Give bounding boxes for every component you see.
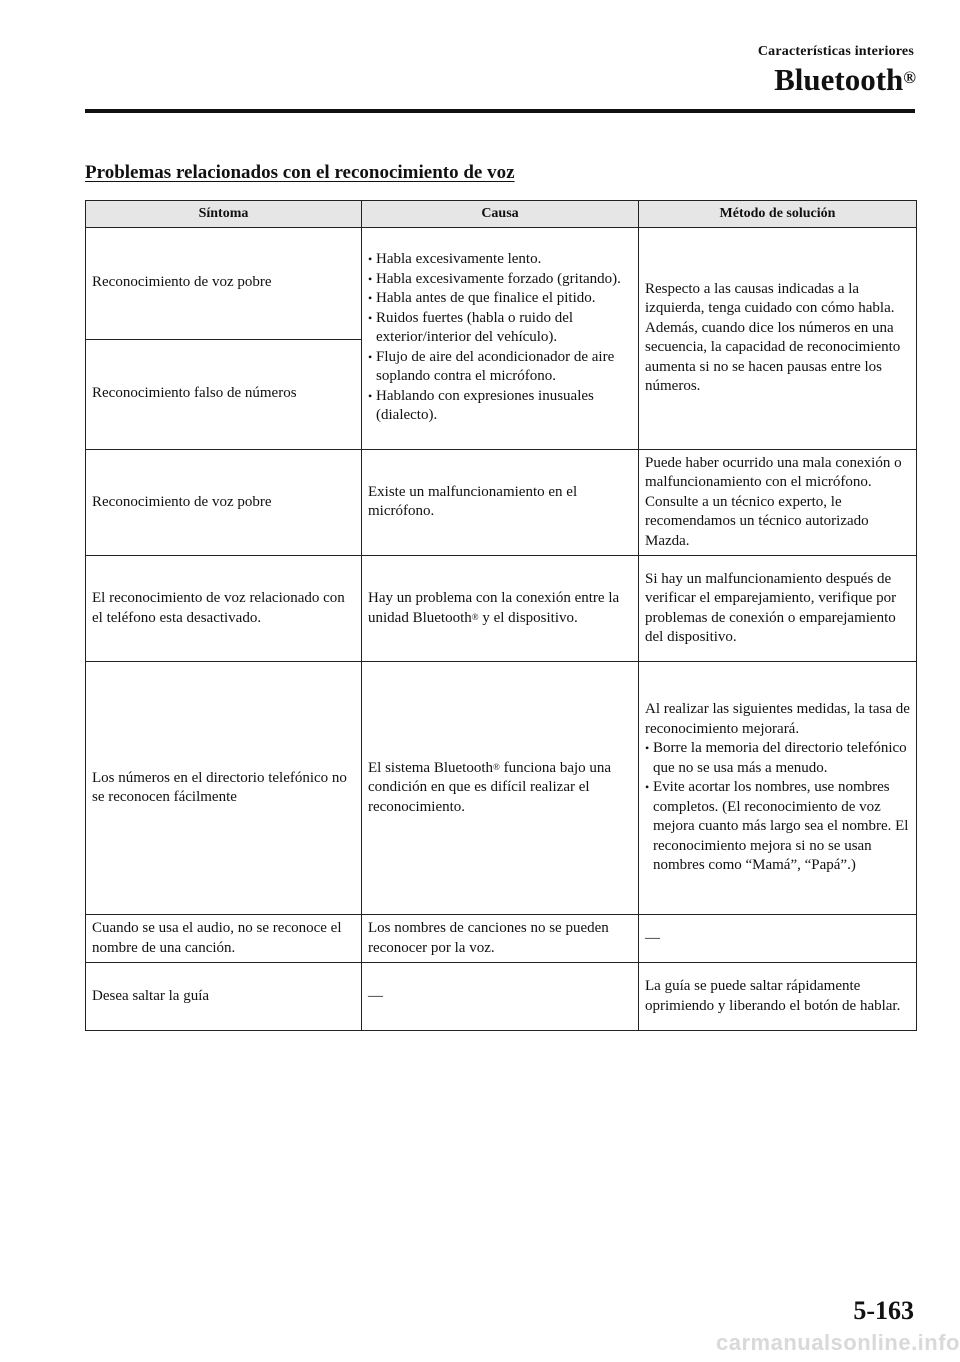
registered-mark: ® <box>903 68 916 87</box>
chapter-label: Características interiores <box>757 44 914 59</box>
column-header-symptom: Síntoma <box>86 201 362 228</box>
cause-cell: Existe un malfuncionamiento en el micrófono. <box>362 449 639 556</box>
table-row <box>86 963 917 1031</box>
list-item: • Habla excesivamente forzado (gritando). <box>368 270 621 287</box>
solution-cell: Respecto a las causas indicadas a la izquierda, tenga cuidado con cómo habla. Además, cuando dice los números en una secuencia, la capacidad de reconocimiento aumenta si no se hacen pausas entre los números. <box>639 227 917 449</box>
cause-cell: — <box>362 963 639 1031</box>
solution-cell <box>639 662 917 915</box>
list-item: • Borre la memoria del directorio telefónico que no se usa más a menudo. <box>645 740 907 776</box>
solution-cell: — <box>639 915 917 963</box>
table-row <box>86 449 917 556</box>
list-item: • Habla antes de que finalice el pitido. <box>368 290 596 307</box>
cause-cell <box>362 227 639 449</box>
table-row <box>86 662 917 915</box>
chapter-title-text: Bluetooth <box>774 62 904 97</box>
symptom-cell: Cuando se usa el audio, no se reconoce el nombre de una canción. <box>86 915 362 963</box>
registered-mark: ® <box>493 761 500 772</box>
table-header-row <box>86 201 917 228</box>
page-number: 5-163 <box>853 1296 914 1325</box>
table-row <box>86 915 917 963</box>
chapter-title <box>774 60 916 100</box>
cause-cell <box>362 556 639 662</box>
watermark: carmanualsonline.info <box>716 1330 960 1355</box>
list-item: • Flujo de aire del acondicionador de aire soplando contra el micrófono. <box>368 348 615 385</box>
cause-cell: Los nombres de canciones no se pueden reconocer por la voz. <box>362 915 639 963</box>
symptom-cell: Desea saltar la guía <box>86 963 362 1031</box>
header-rule <box>85 109 915 113</box>
list-item: • Habla excesivamente lento. <box>368 251 542 268</box>
cause-text: funciona bajo una condición en que es difícil realizar el reconocimiento. <box>368 759 612 815</box>
cause-text: El sistema Bluetooth <box>368 759 493 776</box>
list-item: • Hablando con expresiones inusuales (dialecto). <box>368 387 594 424</box>
table-row <box>86 227 917 339</box>
symptom-cell: Reconocimiento falso de números <box>86 339 362 449</box>
cause-cell <box>362 662 639 915</box>
section-title: Problemas relacionados con el reconocimiento de voz <box>85 162 515 183</box>
list-item: • Evite acortar los nombres, use nombres completos. (El reconocimiento de voz mejora cuanto más largo sea el nombre. El reconocimiento mejora si no se usan nombres como “Mamá”, “Papá”.) <box>645 779 909 874</box>
solution-cell: La guía se puede saltar rápidamente oprimiendo y liberando el botón de hablar. <box>639 963 917 1031</box>
symptom-cell: El reconocimiento de voz relacionado con el teléfono esta desactivado. <box>86 556 362 662</box>
registered-mark: ® <box>471 611 479 622</box>
symptom-cell: Los números en el directorio telefónico no se reconocen fácilmente <box>86 662 362 915</box>
symptom-cell: Reconocimiento de voz pobre <box>86 449 362 556</box>
table-row <box>86 556 917 662</box>
cause-text: Hay un problema con la conexión entre la unidad Bluetooth <box>368 590 620 626</box>
cause-text: y el dispositivo. <box>478 609 578 626</box>
symptom-cell: Reconocimiento de voz pobre <box>86 227 362 339</box>
solution-cell: Puede haber ocurrido una mala conexión o malfuncionamiento con el micrófono. Consulte a un técnico experto, le recomendamos un técnico autorizado Mazda. <box>639 449 917 556</box>
troubleshooting-table <box>85 200 917 1031</box>
solution-cell: Si hay un malfuncionamiento después de verificar el emparejamiento, verifique por problemas de conexión o emparejamiento del dispositivo. <box>639 556 917 662</box>
solution-intro: Al realizar las siguientes medidas, la tasa de reconocimiento mejorará. <box>645 701 910 737</box>
list-item: • Ruidos fuertes (habla o ruido del exterior/interior del vehículo). <box>368 309 574 346</box>
column-header-cause: Causa <box>362 201 639 228</box>
column-header-solution: Método de solución <box>639 201 917 228</box>
